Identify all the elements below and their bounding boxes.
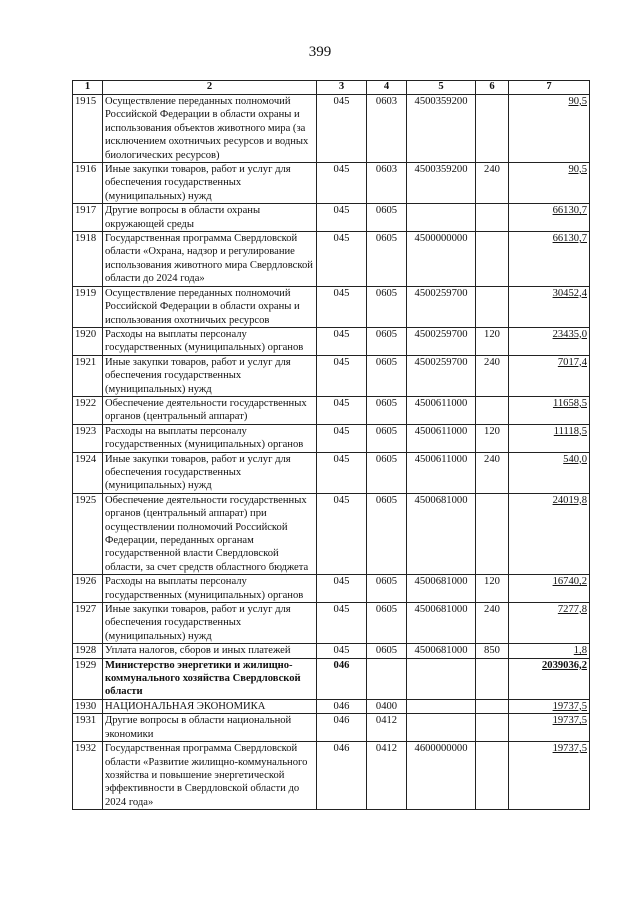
amount: 23435,0 [509, 327, 590, 355]
row-number: 1930 [73, 699, 103, 713]
table-row [73, 286, 590, 327]
header-cell: 2 [103, 81, 317, 95]
row-name: Государственная программа Свердловской области «Развитие жилищно-коммунального хозяйства и повышение энергетической эффективности в Свердловской области до 2024 года» [103, 742, 317, 810]
table-row [73, 603, 590, 644]
row-number: 1932 [73, 742, 103, 810]
row-number: 1920 [73, 327, 103, 355]
amount: 7017,4 [509, 355, 590, 396]
expense-type-code [476, 658, 509, 699]
table-row [73, 658, 590, 699]
target-article-code [407, 699, 476, 713]
row-number: 1921 [73, 355, 103, 396]
row-number: 1922 [73, 396, 103, 424]
row-name: Расходы на выплаты персоналу государственных (муниципальных) органов [103, 575, 317, 603]
table-row [73, 204, 590, 232]
ministry-code: 046 [317, 742, 367, 810]
ministry-code: 045 [317, 232, 367, 287]
ministry-code: 046 [317, 714, 367, 742]
target-article-code: 4500259700 [407, 286, 476, 327]
amount: 24019,8 [509, 493, 590, 574]
expense-type-code [476, 204, 509, 232]
table-row [73, 424, 590, 452]
section-code: 0605 [367, 396, 407, 424]
table-row [73, 699, 590, 713]
row-number: 1918 [73, 232, 103, 287]
target-article-code: 4600000000 [407, 742, 476, 810]
ministry-code: 046 [317, 658, 367, 699]
amount: 2039036,2 [509, 658, 590, 699]
ministry-code: 045 [317, 286, 367, 327]
row-number: 1919 [73, 286, 103, 327]
header-cell: 6 [476, 81, 509, 95]
ministry-code: 045 [317, 355, 367, 396]
row-name: Расходы на выплаты персоналу государственных (муниципальных) органов [103, 424, 317, 452]
target-article-code [407, 714, 476, 742]
expense-type-code [476, 493, 509, 574]
row-name: Другие вопросы в области национальной экономики [103, 714, 317, 742]
target-article-code: 4500611000 [407, 452, 476, 493]
section-code: 0605 [367, 355, 407, 396]
table-row [73, 742, 590, 810]
row-number: 1928 [73, 644, 103, 658]
target-article-code [407, 658, 476, 699]
row-number: 1915 [73, 95, 103, 163]
section-code: 0412 [367, 742, 407, 810]
target-article-code: 4500259700 [407, 355, 476, 396]
row-number: 1924 [73, 452, 103, 493]
table-row [73, 163, 590, 204]
target-article-code [407, 204, 476, 232]
page-number: 399 [308, 44, 332, 60]
target-article-code: 4500681000 [407, 575, 476, 603]
expense-type-code [476, 742, 509, 810]
target-article-code: 4500611000 [407, 424, 476, 452]
ministry-code: 045 [317, 396, 367, 424]
expense-type-code: 240 [476, 452, 509, 493]
expense-type-code: 120 [476, 424, 509, 452]
row-number: 1925 [73, 493, 103, 574]
amount: 66130,7 [509, 204, 590, 232]
expense-type-code [476, 232, 509, 287]
amount: 66130,7 [509, 232, 590, 287]
row-number: 1917 [73, 204, 103, 232]
target-article-code: 4500359200 [407, 163, 476, 204]
expense-type-code: 240 [476, 163, 509, 204]
section-code: 0605 [367, 232, 407, 287]
amount: 19737,5 [509, 699, 590, 713]
expense-type-code [476, 714, 509, 742]
table-row [73, 232, 590, 287]
row-name: Министерство энергетики и жилищно-коммунального хозяйства Свердловской области [103, 658, 317, 699]
target-article-code: 4500259700 [407, 327, 476, 355]
row-number: 1931 [73, 714, 103, 742]
ministry-code: 045 [317, 452, 367, 493]
row-name: Иные закупки товаров, работ и услуг для обеспечения государственных (муниципальных) нужд [103, 355, 317, 396]
ministry-code: 045 [317, 327, 367, 355]
row-name: Иные закупки товаров, работ и услуг для обеспечения государственных (муниципальных) нужд [103, 163, 317, 204]
target-article-code: 4500000000 [407, 232, 476, 287]
amount: 7277,8 [509, 603, 590, 644]
expense-type-code: 120 [476, 575, 509, 603]
ministry-code: 045 [317, 204, 367, 232]
row-name: Осуществление переданных полномочий Российской Федерации в области охраны и использования охотничьих ресурсов [103, 286, 317, 327]
row-name: Уплата налогов, сборов и иных платежей [103, 644, 317, 658]
expense-type-code [476, 396, 509, 424]
amount: 19737,5 [509, 742, 590, 810]
ministry-code: 045 [317, 575, 367, 603]
header-cell: 3 [317, 81, 367, 95]
ministry-code: 045 [317, 644, 367, 658]
row-name: НАЦИОНАЛЬНАЯ ЭКОНОМИКА [103, 699, 317, 713]
section-code: 0605 [367, 327, 407, 355]
header-cell: 7 [509, 81, 590, 95]
row-name: Государственная программа Свердловской области «Охрана, надзор и регулирование использования животного мира Свердловской области до 2024 года» [103, 232, 317, 287]
section-code: 0605 [367, 493, 407, 574]
header-row [73, 81, 590, 95]
section-code: 0400 [367, 699, 407, 713]
row-name: Другие вопросы в области охраны окружающей среды [103, 204, 317, 232]
row-number: 1923 [73, 424, 103, 452]
table-row [73, 95, 590, 163]
budget-table [72, 80, 590, 810]
table-row [73, 452, 590, 493]
expense-type-code [476, 699, 509, 713]
section-code: 0605 [367, 575, 407, 603]
expense-type-code: 120 [476, 327, 509, 355]
amount: 90,5 [509, 163, 590, 204]
row-number: 1926 [73, 575, 103, 603]
row-name: Иные закупки товаров, работ и услуг для обеспечения государственных (муниципальных) нужд [103, 452, 317, 493]
section-code: 0605 [367, 452, 407, 493]
row-name: Обеспечение деятельности государственных органов (центральный аппарат) [103, 396, 317, 424]
row-name: Расходы на выплаты персоналу государственных (муниципальных) органов [103, 327, 317, 355]
amount: 540,0 [509, 452, 590, 493]
row-number: 1927 [73, 603, 103, 644]
section-code: 0603 [367, 163, 407, 204]
section-code: 0605 [367, 424, 407, 452]
section-code: 0605 [367, 204, 407, 232]
target-article-code: 4500681000 [407, 603, 476, 644]
table-row [73, 493, 590, 574]
amount: 11118,5 [509, 424, 590, 452]
table-row [73, 396, 590, 424]
section-code: 0412 [367, 714, 407, 742]
header-cell: 5 [407, 81, 476, 95]
ministry-code: 045 [317, 493, 367, 574]
row-name: Иные закупки товаров, работ и услуг для обеспечения государственных (муниципальных) нужд [103, 603, 317, 644]
expense-type-code: 850 [476, 644, 509, 658]
ministry-code: 046 [317, 699, 367, 713]
target-article-code: 4500681000 [407, 493, 476, 574]
amount: 11658,5 [509, 396, 590, 424]
table-row [73, 575, 590, 603]
row-name: Осуществление переданных полномочий Российской Федерации в области охраны и использования объектов животного мира (за исключением охотничьих ресурсов и водных биологических ресурсов) [103, 95, 317, 163]
table-row [73, 327, 590, 355]
target-article-code: 4500359200 [407, 95, 476, 163]
amount: 30452,4 [509, 286, 590, 327]
section-code: 0605 [367, 286, 407, 327]
ministry-code: 045 [317, 603, 367, 644]
header-cell: 1 [73, 81, 103, 95]
row-number: 1916 [73, 163, 103, 204]
expense-type-code [476, 95, 509, 163]
row-number: 1929 [73, 658, 103, 699]
section-code: 0605 [367, 603, 407, 644]
ministry-code: 045 [317, 424, 367, 452]
ministry-code: 045 [317, 163, 367, 204]
amount: 19737,5 [509, 714, 590, 742]
amount: 90,5 [509, 95, 590, 163]
section-code: 0605 [367, 644, 407, 658]
section-code: 0603 [367, 95, 407, 163]
table-row [73, 644, 590, 658]
expense-type-code: 240 [476, 355, 509, 396]
ministry-code: 045 [317, 95, 367, 163]
section-code [367, 658, 407, 699]
target-article-code: 4500681000 [407, 644, 476, 658]
header-cell: 4 [367, 81, 407, 95]
table-row [73, 714, 590, 742]
row-name: Обеспечение деятельности государственных органов (центральный аппарат) при осуществлении полномочий Российской Федерации, переданных органам государственной власти Свердловской области, за счет средств областного бюджета [103, 493, 317, 574]
expense-type-code [476, 286, 509, 327]
target-article-code: 4500611000 [407, 396, 476, 424]
expense-type-code: 240 [476, 603, 509, 644]
table-row [73, 355, 590, 396]
amount: 16740,2 [509, 575, 590, 603]
amount: 1,8 [509, 644, 590, 658]
